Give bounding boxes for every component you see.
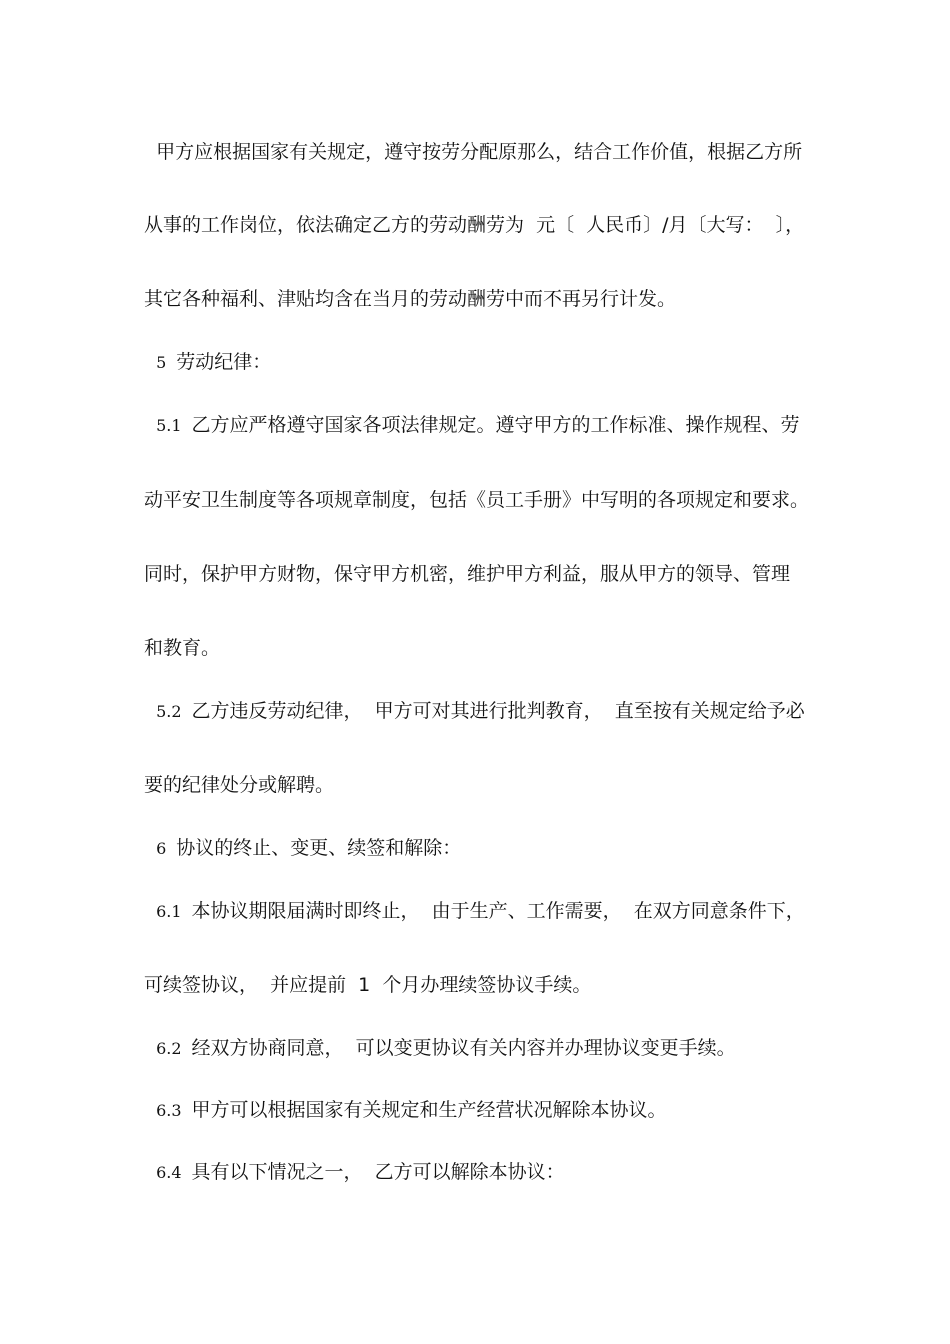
- clause-line: [144, 413, 800, 438]
- paragraph-line: 可续签协议， 并应提前 1 个月办理续签协议手续。: [144, 974, 592, 996]
- clause-line: [144, 1098, 667, 1123]
- clause-number: 6.4: [156, 1163, 182, 1182]
- clause-text: 乙方违反劳动纪律， 甲方可对其进行批判教育， 直至按有关规定给予必: [191, 700, 805, 722]
- paragraph-line: 甲方应根据国家有关规定，遵守按劳分配原那么，结合工作价值，根据乙方所: [144, 141, 803, 163]
- paragraph-line: 其它各种福利、津贴均含在当月的劳动酬劳中而不再另行计发。: [144, 288, 677, 310]
- clause-number: 6.2: [156, 1039, 182, 1058]
- clause-text: 甲方可以根据国家有关规定和生产经营状况解除本协议。: [191, 1099, 667, 1121]
- paragraph-line: 同时，保护甲方财物，保守甲方机密，维护甲方利益，服从甲方的领导、管理: [144, 563, 791, 585]
- clause-line: [144, 1036, 736, 1061]
- clause-text: 协议的终止、变更、续签和解除：: [176, 837, 462, 859]
- clause-number: 5.2: [156, 702, 182, 721]
- clause-number: 5: [156, 353, 167, 372]
- clause-number: 6.3: [156, 1101, 182, 1120]
- paragraph-line: 动平安卫生制度等各项规章制度，包括《员工手册》中写明的各项规定和要求。: [144, 489, 810, 511]
- paragraph-line: 和教育。: [144, 637, 221, 659]
- clause-text: 乙方应严格遵守国家各项法律规定。遵守甲方的工作标准、操作规程、劳: [191, 414, 800, 436]
- paragraph-line: 要的纪律处分或解聘。: [144, 774, 335, 796]
- clause-text: 劳动纪律：: [176, 351, 272, 373]
- section-heading: [144, 836, 461, 861]
- clause-number: 5.1: [156, 416, 182, 435]
- clause-line: [144, 699, 805, 724]
- clause-line: [144, 899, 805, 924]
- clause-text: 经双方协商同意， 可以变更协议有关内容并办理协议变更手续。: [191, 1037, 736, 1059]
- clause-number: 6: [156, 839, 167, 858]
- clause-text: 具有以下情况之一， 乙方可以解除本协议：: [191, 1161, 565, 1183]
- clause-number: 6.1: [156, 902, 182, 921]
- clause-text: 本协议期限届满时即终止， 由于生产、工作需要， 在双方同意条件下，: [191, 900, 805, 922]
- clause-line: [144, 1160, 565, 1185]
- section-heading: [144, 350, 271, 375]
- paragraph-line: 从事的工作岗位，依法确定乙方的劳动酬劳为 元〔 人民币〕/月〔大写： 〕，: [144, 214, 805, 236]
